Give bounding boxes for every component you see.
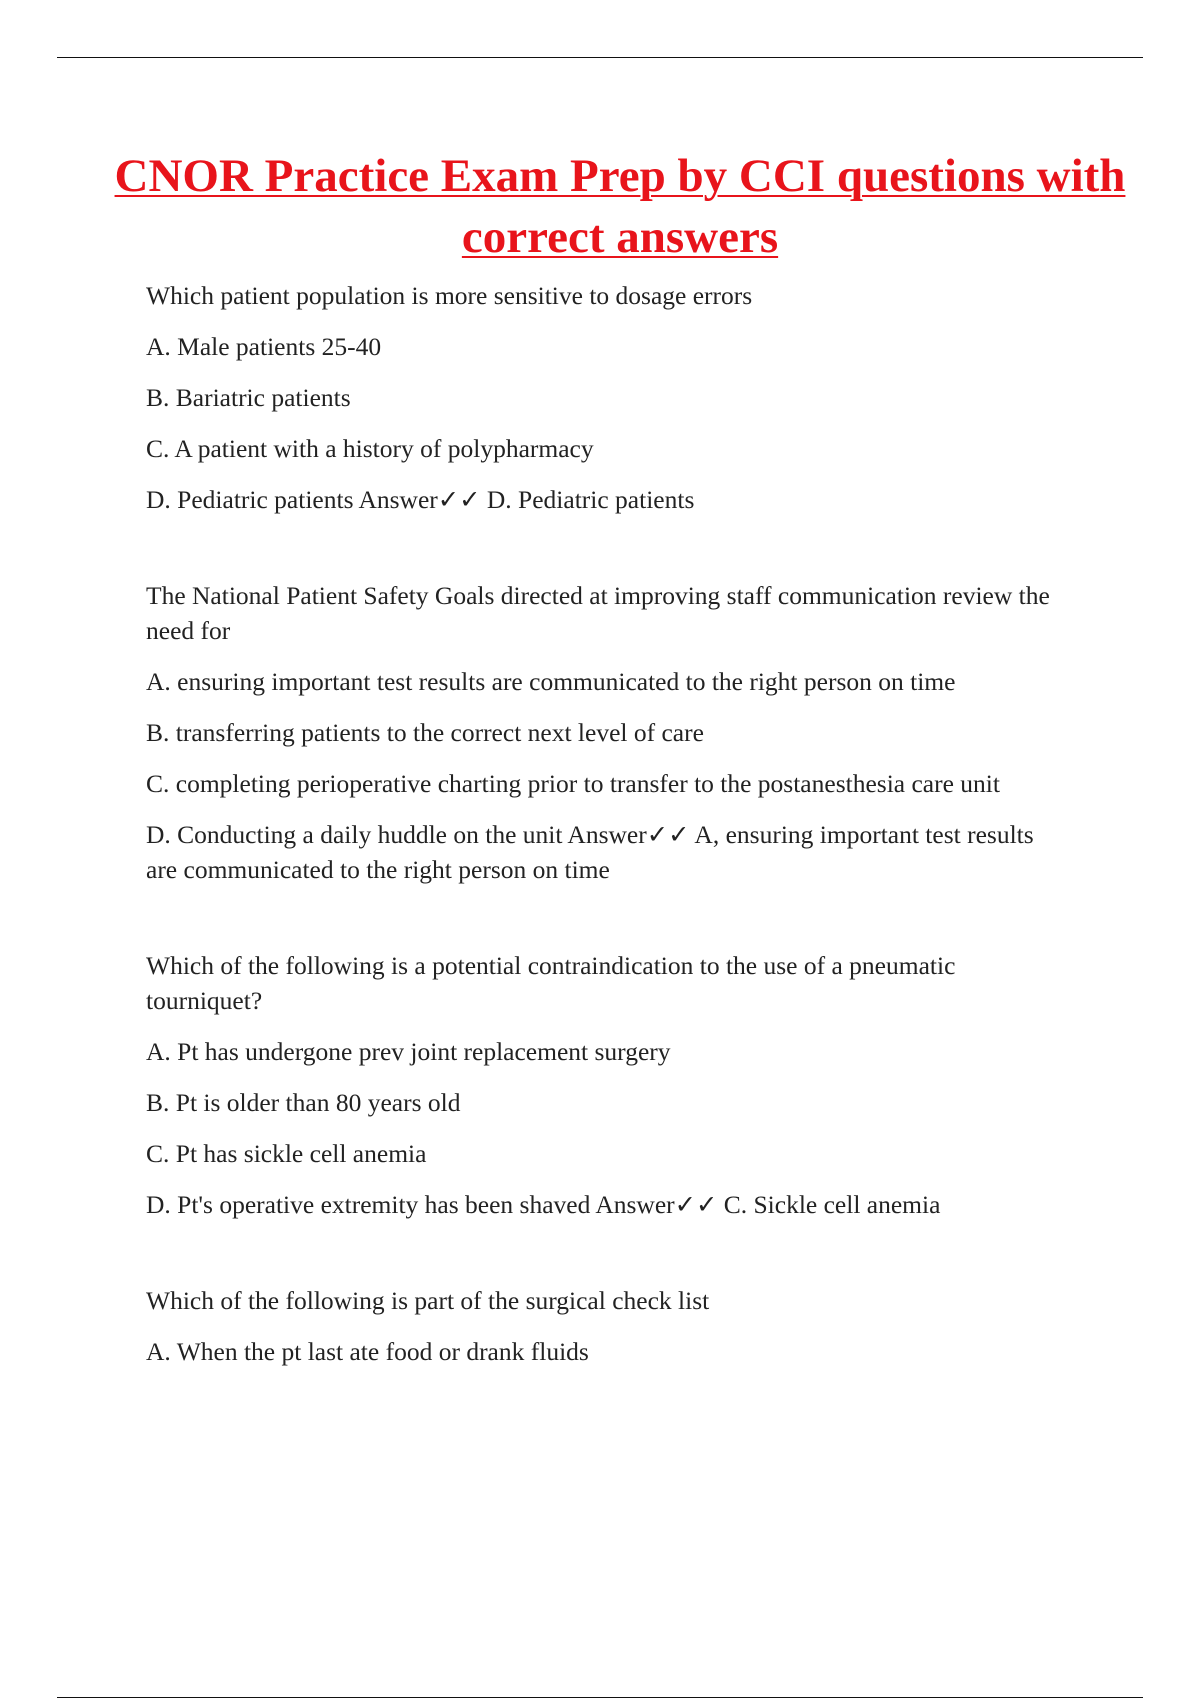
question-text: Which of the following is a potential contraindication to the use of a pneumatic tourniquet?: [146, 951, 956, 1015]
answer-option: C. Pt has sickle cell anemia: [146, 1139, 427, 1168]
answer-option-with-answer: D. Pt's operative extremity has been shaved Answer✓✓ C. Sickle cell anemia: [146, 1190, 941, 1219]
question-text: Which patient population is more sensitive to dosage errors: [146, 281, 753, 310]
question-list: [146, 278, 1066, 1385]
question-text: The National Patient Safety Goals directed at improving staff communication review the need for: [146, 581, 1050, 645]
answer-option-with-answer: D. Conducting a daily huddle on the unit Answer✓✓ A, ensuring important test results are communicated to the right person on time: [146, 820, 1034, 884]
answer-option: A. ensuring important test results are communicated to the right person on time: [146, 667, 956, 696]
answer-option: B. Bariatric patients: [146, 383, 351, 412]
answer-option: B. Pt is older than 80 years old: [146, 1088, 461, 1117]
answer-option: A. When the pt last ate food or drank fluids: [146, 1337, 589, 1366]
header-rule: [57, 57, 1143, 58]
question-2: [146, 578, 1066, 887]
answer-option: C. A patient with a history of polypharmacy: [146, 434, 594, 463]
answer-option-with-answer: D. Pediatric patients Answer✓✓ D. Pediatric patients: [146, 485, 695, 514]
question-text: Which of the following is part of the surgical check list: [146, 1286, 710, 1315]
answer-option: C. completing perioperative charting prior to transfer to the postanesthesia care unit: [146, 769, 1000, 798]
question-1: [146, 278, 1066, 517]
answer-option: A. Male patients 25-40: [146, 332, 382, 361]
question-3: [146, 948, 1066, 1222]
question-4: [146, 1283, 1066, 1369]
document-title: CNOR Practice Exam Prep by CCI questions with correct answers: [114, 150, 1126, 263]
answer-option: A. Pt has undergone prev joint replacement surgery: [146, 1037, 671, 1066]
footer-rule: [57, 1697, 1143, 1698]
answer-option: B. transferring patients to the correct next level of care: [146, 718, 704, 747]
